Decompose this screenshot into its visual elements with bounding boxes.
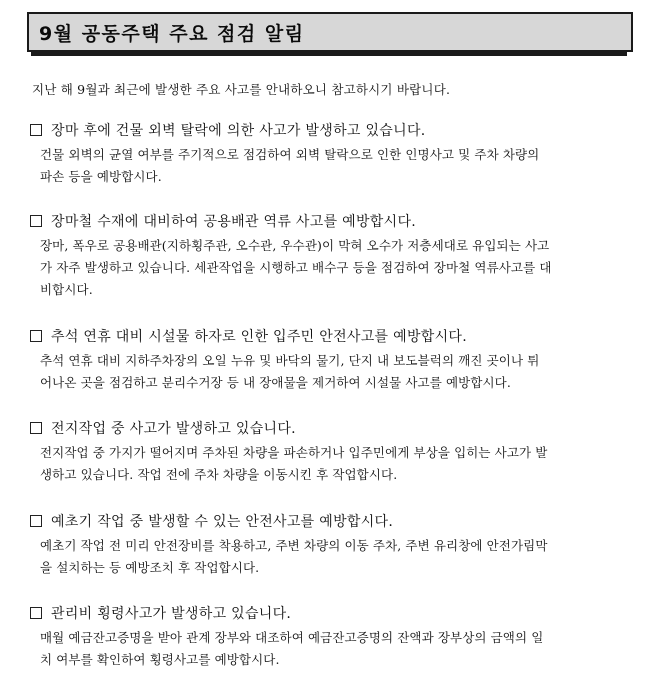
- notice-body-line: 비합시다.: [40, 282, 93, 297]
- notice-body-line: 전지작업 중 가지가 떨어지며 주차된 차량을 파손하거나 입주민에게 부상을 입히는 사고가 발: [40, 445, 548, 460]
- notice-body-line: 매월 예금잔고증명을 받아 관계 장부와 대조하여 예금잔고증명의 잔액과 장부상의 금액의 일: [40, 630, 544, 645]
- notice-body-line: 을 설치하는 등 예방조치 후 작업합시다.: [40, 560, 260, 575]
- notice-body-line: 가 자주 발생하고 있습니다. 세관작업을 시행하고 배수구 등을 점검하여 장마철 역류사고를 대: [40, 260, 552, 275]
- notice-section-pruning: [30, 418, 630, 486]
- checkbox-icon: [30, 330, 42, 342]
- notice-body-line: 장마, 폭우로 공용배관(지하횡주관, 오수관, 우수관)이 막혀 오수가 저층세대로 유입되는 사고: [40, 238, 550, 253]
- checkbox-icon: [30, 607, 42, 619]
- notice-heading-text: 예초기 작업 중 발생할 수 있는 안전사고를 예방합시다.: [51, 514, 394, 530]
- notice-body-line: 예초기 작업 전 미리 안전장비를 착용하고, 주변 차량의 이동 주차, 주변 유리창에 안전가림막: [40, 538, 548, 553]
- notice-body: [30, 350, 630, 394]
- notice-body-line: 생하고 있습니다. 작업 전에 주차 차량을 이동시킨 후 작업합시다.: [40, 467, 398, 482]
- notice-heading: [30, 211, 630, 231]
- notice-heading-text: 장마 후에 건물 외벽 탈락에 의한 사고가 발생하고 있습니다.: [51, 123, 426, 139]
- notice-body-line: 치 여부를 확인하여 횡령사고를 예방합시다.: [40, 652, 280, 667]
- notice-body: [30, 627, 630, 671]
- notice-heading: [30, 511, 630, 531]
- notice-heading: [30, 603, 630, 623]
- title-banner: [27, 12, 623, 54]
- notice-heading-text: 전지작업 중 사고가 발생하고 있습니다.: [51, 421, 296, 437]
- notice-heading: [30, 326, 630, 346]
- notice-heading: [30, 418, 630, 438]
- notice-heading-text: 추석 연휴 대비 시설물 하자로 인한 입주민 안전사고를 예방합시다.: [51, 329, 467, 345]
- checkbox-icon: [30, 124, 42, 136]
- notice-section-holiday-safety: [30, 326, 630, 394]
- notice-body: [30, 535, 630, 579]
- checkbox-icon: [30, 515, 42, 527]
- checkbox-icon: [30, 422, 42, 434]
- notice-section-embezzlement: [30, 603, 630, 671]
- page-title: 9월 공동주택 주요 점검 알림: [39, 22, 305, 45]
- intro-text: 지난 해 9월과 최근에 발생한 주요 사고를 안내하오니 참고하시기 바랍니다.: [32, 82, 451, 97]
- notice-heading-text: 장마철 수재에 대비하여 공용배관 역류 사고를 예방합시다.: [51, 214, 417, 230]
- notice-body-line: 건물 외벽의 균열 여부를 주기적으로 점검하여 외벽 탈락으로 인한 인명사고 및 주차 차량의: [40, 147, 540, 162]
- notice-heading-text: 관리비 횡령사고가 발생하고 있습니다.: [51, 606, 292, 622]
- notice-body: [30, 144, 630, 188]
- notice-body: [30, 235, 630, 301]
- notice-body-line: 어나온 곳을 점검하고 분리수거장 등 내 장애물을 제거하여 시설물 사고를 예방합시다.: [40, 375, 511, 390]
- notice-section-pipe-backflow: [30, 211, 630, 301]
- notice-section-mowing: [30, 511, 630, 579]
- notice-heading: [30, 120, 630, 140]
- notice-body: [30, 442, 630, 486]
- checkbox-icon: [30, 215, 42, 227]
- notice-body-line: 파손 등을 예방합시다.: [40, 169, 162, 184]
- notice-section-exterior-wall: [30, 120, 630, 188]
- title-box: [27, 12, 633, 52]
- notice-body-line: 추석 연휴 대비 지하주차장의 오일 누유 및 바닥의 물기, 단지 내 보도블럭의 깨진 곳이나 튀: [40, 353, 540, 368]
